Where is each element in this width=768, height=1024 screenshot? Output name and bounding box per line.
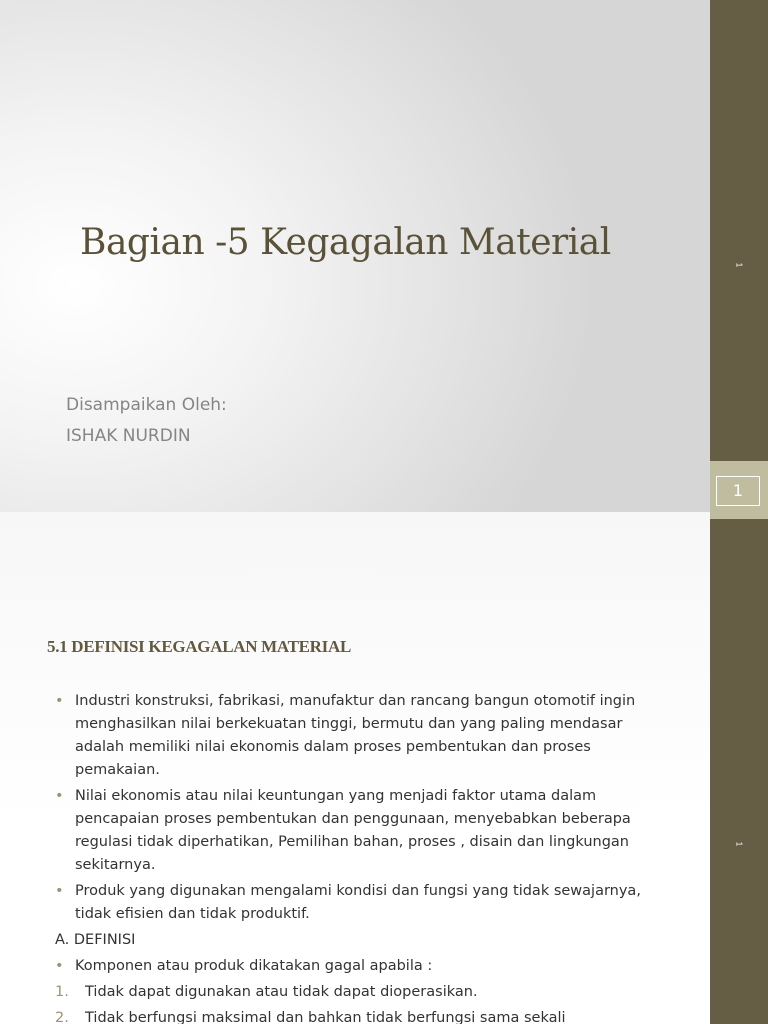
slide-subtitle — [66, 390, 227, 452]
number-marker: 2. — [55, 1010, 69, 1024]
bullet-text: Komponen atau produk dikatakan gagal apabila : — [75, 958, 433, 974]
bullet-text: Produk yang digunakan mengalami kondisi dan fungsi yang tidak sewajarnya, tidak efisien dan tidak produktif. — [75, 883, 641, 922]
bullet-icon: • — [55, 958, 64, 974]
slide-body — [55, 690, 655, 1024]
sidebar-slide-number: 1 — [734, 262, 744, 268]
bullet-item — [55, 785, 655, 877]
bullet-item — [55, 690, 655, 782]
numbered-text: Tidak berfungsi maksimal dan bahkan tidak berfungsi sama sekali — [85, 1010, 566, 1024]
numbered-text: Tidak dapat digunakan atau tidak dapat dioperasikan. — [85, 984, 478, 1000]
bullet-icon: • — [55, 883, 64, 899]
slide-sidebar — [710, 0, 768, 512]
bullet-text: Industri konstruksi, fabrikasi, manufaktur dan rancang bangun otomotif ingin menghasilkan nilai berkekuatan tinggi, bermutu dan yang paling mendasar adalah memiliki nilai ekonomis dalam proses pembentukan dan proses pemakaian. — [75, 693, 636, 778]
slide-sidebar — [710, 512, 768, 1024]
presenter-label: Disampaikan Oleh: — [66, 395, 227, 415]
presenter-name: ISHAK NURDIN — [66, 426, 191, 446]
slide-title: Bagian -5 Kegagalan Material — [80, 222, 611, 263]
page-number-box: 1 — [716, 476, 760, 506]
bullet-icon: • — [55, 788, 64, 804]
bullet-icon: • — [55, 693, 64, 709]
page-number-band — [710, 461, 768, 519]
bullet-item — [55, 955, 655, 978]
section-heading: 5.1 DEFINISI KEGAGALAN MATERIAL — [47, 637, 351, 656]
numbered-item — [55, 981, 655, 1004]
bullet-item — [55, 880, 655, 926]
number-marker: 1. — [55, 984, 69, 1000]
numbered-item — [55, 1007, 655, 1024]
section-a-label: A. DEFINISI — [55, 932, 136, 948]
bullet-text: Nilai ekonomis atau nilai keuntungan yang menjadi faktor utama dalam pencapaian proses pembentukan dan penggunaan, menyebabkan beberapa regulasi tidak diperhatikan, Pemilihan bahan, proses , disain dan lingkungan sekitarnya. — [75, 788, 631, 873]
sidebar-slide-number: 1 — [734, 841, 744, 847]
content-slide — [0, 512, 768, 1024]
